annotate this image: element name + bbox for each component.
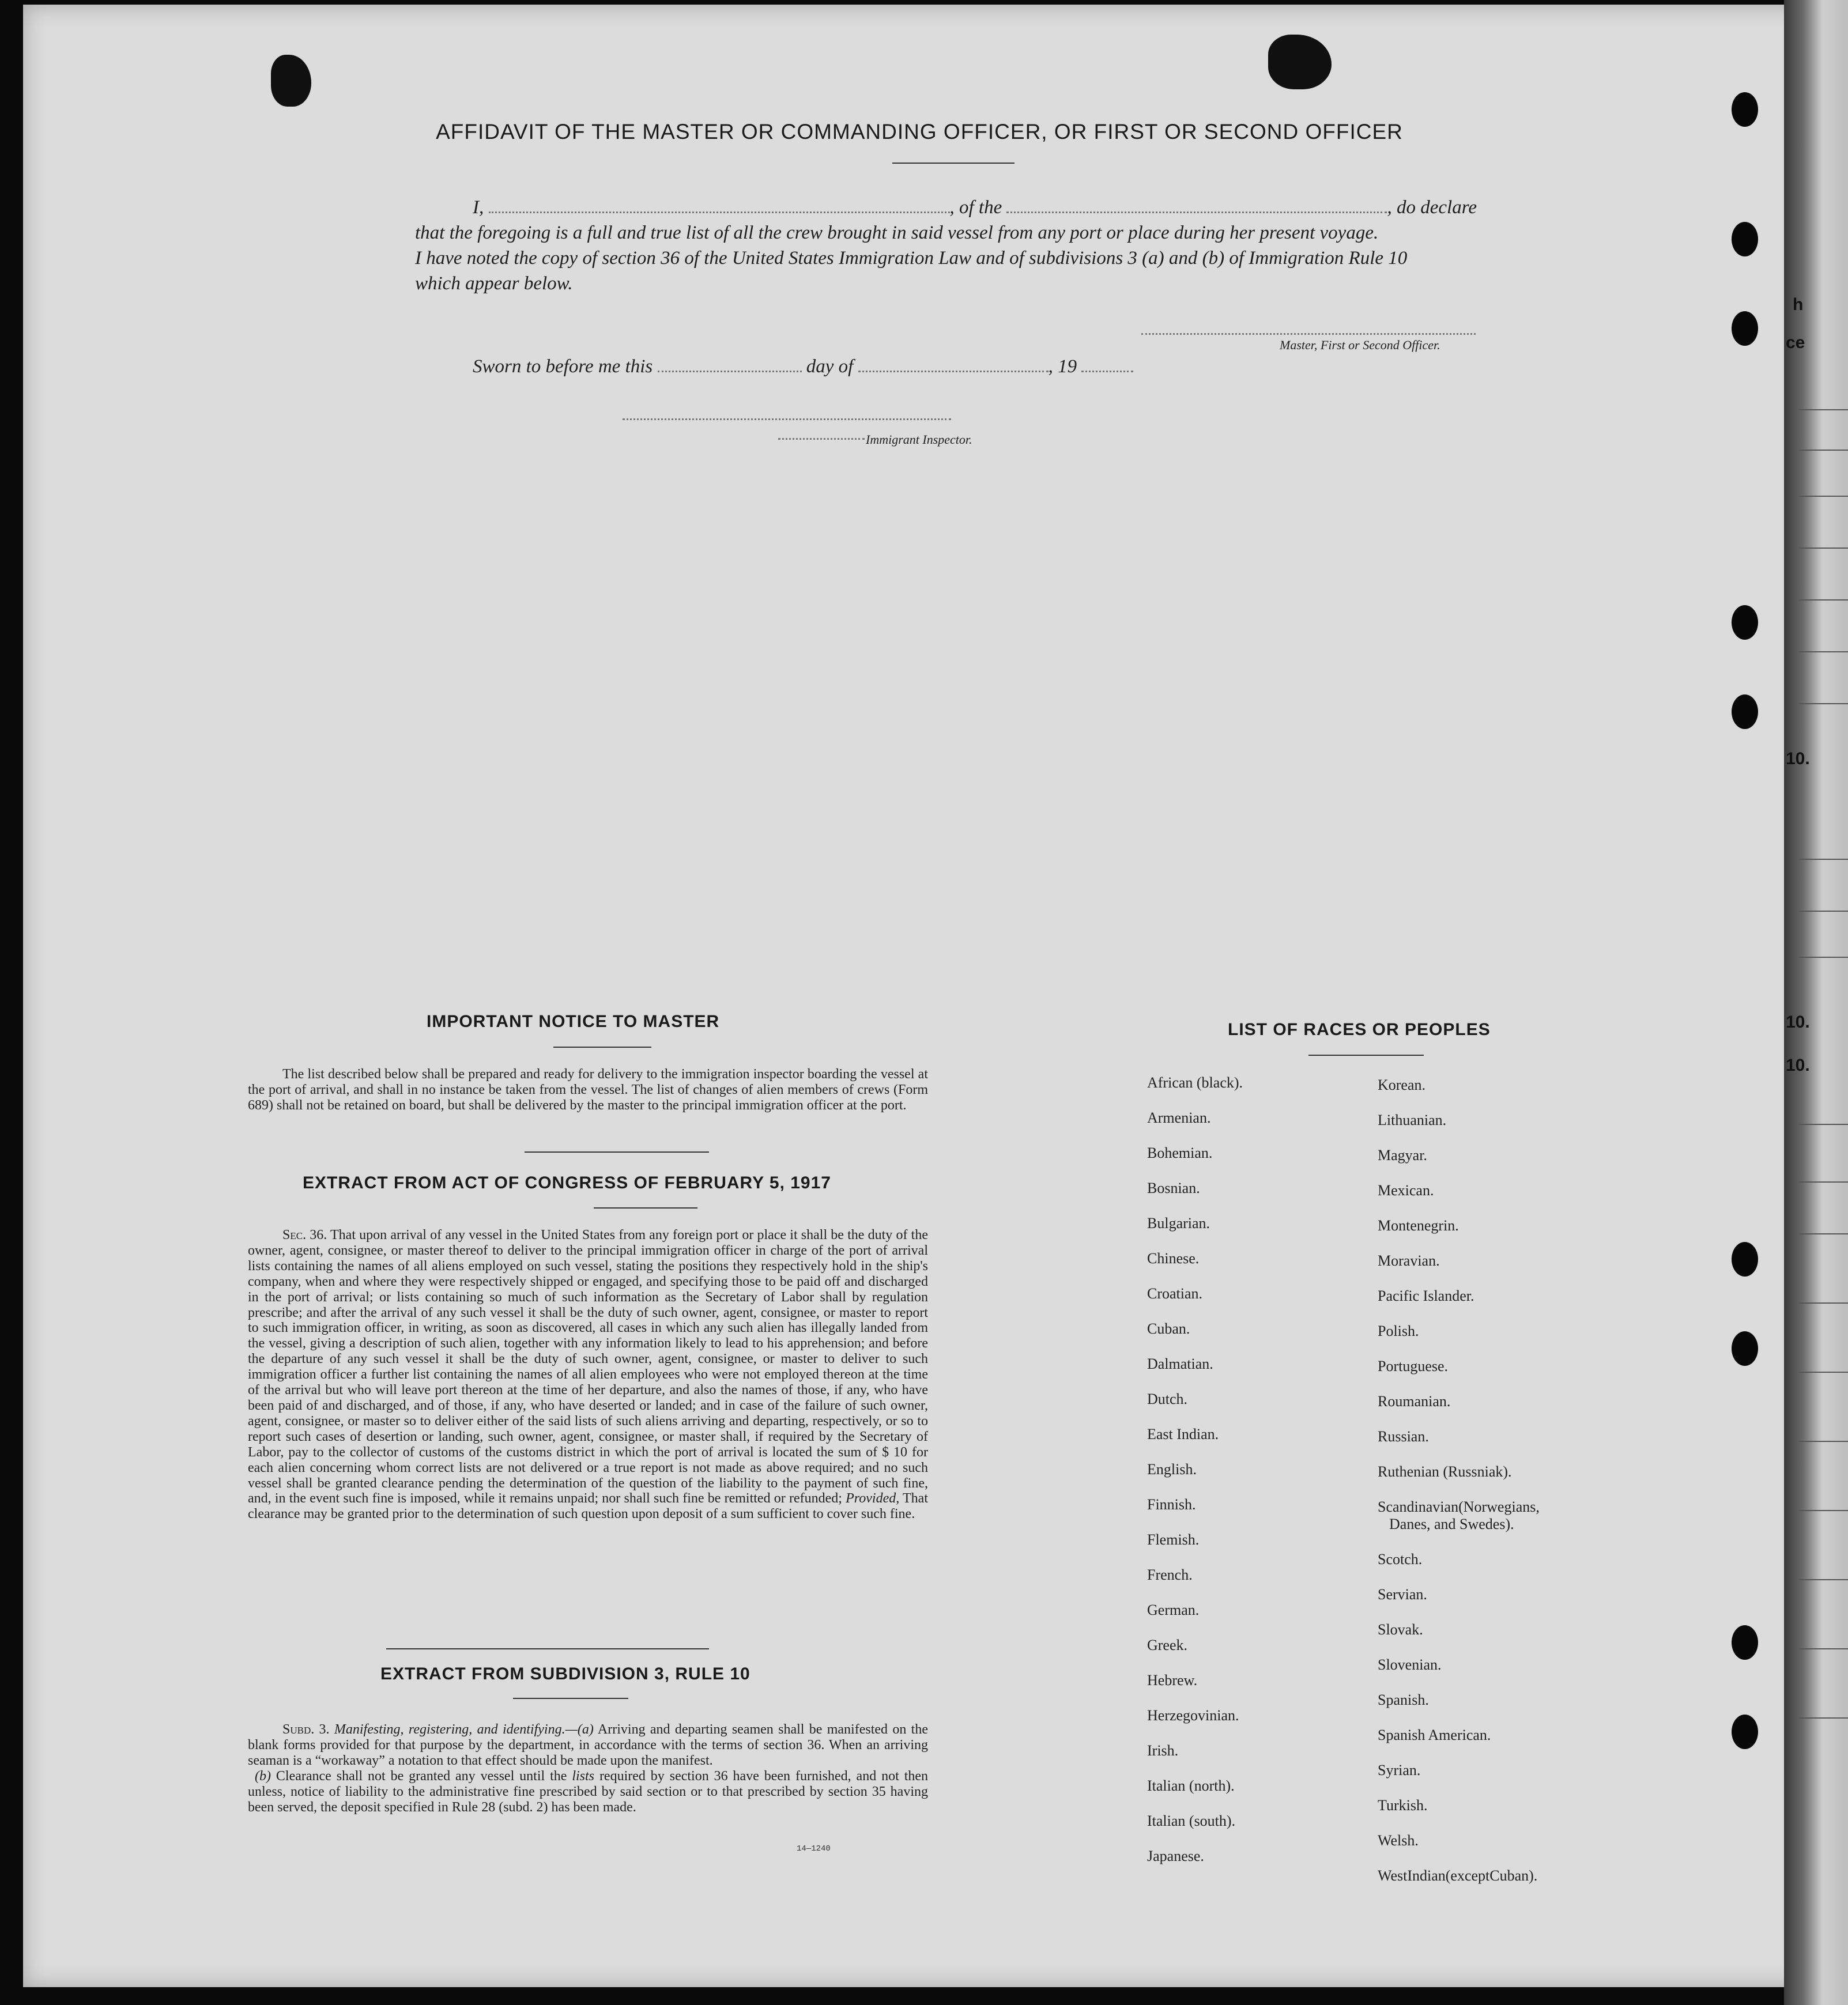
- decl-line-4: which appear below.: [415, 273, 573, 294]
- decl-line-2: that the foregoing is a full and true list of all the crew brought in said vessel from any port or place during her present voyage.: [415, 222, 1379, 243]
- subd-heading: Manifesting, registering, and identifying.—(a): [334, 1722, 594, 1737]
- edge-rule: [1798, 1302, 1848, 1304]
- edge-rule: [1798, 599, 1848, 601]
- race-item: Roumanian.: [1378, 1393, 1451, 1410]
- master-caption: Master, First or Second Officer.: [1280, 338, 1440, 352]
- race-item: Ruthenian (Russniak).: [1378, 1463, 1512, 1480]
- races-title: LIST OF RACES OR PEOPLES: [1228, 1020, 1491, 1039]
- rule10-title: EXTRACT FROM SUBDIVISION 3, RULE 10: [380, 1664, 750, 1683]
- inspector-caption: Immigrant Inspector.: [866, 432, 972, 447]
- year-blank: [1081, 371, 1133, 372]
- race-item: Cuban.: [1147, 1320, 1190, 1337]
- race-item: Spanish.: [1378, 1691, 1429, 1708]
- edge-rule: [1798, 1181, 1848, 1183]
- inspector-dots: [778, 438, 865, 440]
- divider: [594, 1207, 697, 1209]
- race-item: Dutch.: [1147, 1391, 1188, 1407]
- rule10-text-b2: required by section 36 have been furnished, and not then unless, notice of liability to the administrative fine prescribed by said section or to that prescribed by section 35 having been served, the deposit specified in Rule 28 (subd. 2) has been made.: [248, 1768, 929, 1815]
- race-item: Welsh.: [1378, 1832, 1419, 1849]
- race-item: Polish.: [1378, 1323, 1419, 1339]
- race-item: Bosnian.: [1147, 1180, 1200, 1196]
- edge-fragment: 10.: [1786, 1013, 1810, 1032]
- edge-rule: [1798, 450, 1848, 451]
- edge-rule: [1798, 1372, 1848, 1373]
- edge-rule: [1798, 496, 1848, 497]
- race-item: Turkish.: [1378, 1797, 1428, 1814]
- edge-rule: [1798, 1648, 1848, 1649]
- notice-title: IMPORTANT NOTICE TO MASTER: [427, 1012, 720, 1031]
- divider: [386, 1648, 709, 1649]
- race-item: Syrian.: [1378, 1762, 1421, 1779]
- race-item: English.: [1147, 1461, 1197, 1478]
- race-item: Bulgarian.: [1147, 1215, 1210, 1232]
- edge-fragment: 10.: [1786, 749, 1810, 768]
- provided-word: Provided,: [846, 1491, 900, 1506]
- edge-rule: [1798, 1579, 1848, 1580]
- inspector-signature-line: [623, 418, 951, 420]
- punch-hole: [1732, 605, 1758, 640]
- race-item: Spanish American.: [1378, 1727, 1491, 1743]
- rule10-text: [248, 1722, 928, 1815]
- race-item: Slovenian.: [1378, 1656, 1442, 1673]
- punch-hole: [1732, 1715, 1758, 1749]
- day-blank: [658, 371, 802, 372]
- race-item: Italian (north).: [1147, 1777, 1235, 1794]
- document-page: [23, 5, 1816, 1987]
- sec-label: Sec. 36.: [282, 1228, 327, 1243]
- race-item: French.: [1147, 1566, 1193, 1583]
- act-text-b: That clearance may be granted prior to the determination of such question upon deposit of a sum sufficient to cover such fine.: [248, 1491, 928, 1522]
- punch-hole: [1732, 1242, 1758, 1277]
- race-item: Herzegovinian.: [1147, 1707, 1239, 1724]
- decl-of-the: , of the: [949, 197, 1002, 218]
- race-item: Pacific Islander.: [1378, 1287, 1474, 1304]
- race-item: Armenian.: [1147, 1109, 1211, 1126]
- year-prefix: , 19: [1048, 356, 1077, 377]
- act-text: [248, 1228, 928, 1522]
- month-blank: [858, 371, 1049, 372]
- race-item: Italian (south).: [1147, 1813, 1236, 1829]
- edge-rule: [1798, 1124, 1848, 1125]
- race-item: Moravian.: [1378, 1252, 1440, 1269]
- race-item: Croatian.: [1147, 1285, 1203, 1302]
- lists-word: lists: [572, 1768, 595, 1784]
- decl-do-declare: , do declare: [1387, 197, 1477, 218]
- race-item: Mexican.: [1378, 1182, 1434, 1199]
- form-number: 14—1240: [797, 1844, 831, 1853]
- race-item: East Indian.: [1147, 1426, 1219, 1443]
- race-item: Lithuanian.: [1378, 1112, 1447, 1128]
- race-item: Flemish.: [1147, 1531, 1200, 1548]
- punch-hole: [1732, 1625, 1758, 1660]
- edge-rule: [1798, 1233, 1848, 1234]
- divider: [513, 1698, 628, 1699]
- affidavit-title: AFFIDAVIT OF THE MASTER OR COMMANDING OFFICER, OR FIRST OR SECOND OFFICER: [436, 120, 1403, 144]
- edge-rule: [1798, 703, 1848, 704]
- day-of-text: day of: [806, 356, 854, 377]
- edge-rule: [1798, 911, 1848, 912]
- edge-rule: [1798, 651, 1848, 652]
- race-item: Korean.: [1378, 1077, 1426, 1093]
- edge-rule: [1798, 409, 1848, 410]
- race-item: Magyar.: [1378, 1147, 1427, 1164]
- vessel-name-blank: [1006, 212, 1387, 213]
- rule10-text-a: Arriving and departing seamen shall be manifested on the blank forms provided for that purpose by the department, in accordance with the terms of section 36. When an arriving seaman is a “workaway” a notation to that effect should be made upon the manifest.: [248, 1722, 928, 1768]
- punch-hole: [1732, 92, 1758, 127]
- race-item: Scotch.: [1378, 1551, 1423, 1568]
- race-item: Dalmatian.: [1147, 1355, 1213, 1372]
- notice-text: The list described below shall be prepared and ready for delivery to the immigration inspector boarding the vessel at the port of arrival, and shall in no instance be taken from the vessel. The list of changes of alien members of crews (Form 689) shall not be retained on board, but shall be delivered by the master to the principal immigration officer at the port.: [248, 1067, 928, 1113]
- decl-i: I,: [473, 197, 484, 218]
- race-item: Bohemian.: [1147, 1145, 1213, 1161]
- edge-rule: [1798, 1510, 1848, 1511]
- edge-rule: [1798, 957, 1848, 958]
- race-item: Montenegrin.: [1378, 1217, 1459, 1234]
- edge-rule: [1798, 1717, 1848, 1719]
- b-label: (b): [255, 1768, 271, 1784]
- divider: [1308, 1055, 1424, 1056]
- act-text-a: That upon arrival of any vessel in the United States from any foreign port or place it shall be the duty of the owner, agent, consignee, or master thereof to deliver to the principal immigration officer in charge of the port of arrival lists containing the names of all aliens employed on such vessel, stating the positions they respectively hold in the ship's company, when and where they were respectively shipped or engaged, and specifying those to be paid off and discharged in the port of arrival; or lists containing so much of such information as the Secretary of Labor shall by regulation prescribe; and after the arrival of any such vessel it shall be the duty of such owner, agent, consignee, or master to report to such immigration officer, in writing, as soon as discovered, all cases in which any such alien has illegally landed from the vessel, giving a description of such alien, together with any information likely to lead to his apprehension; and before the departure of any such vessel it shall be the duty of such owner, agent, consignee, or master to deliver to such immigration officer a further list containing the names of all alien employees who were not employed thereon at the time of the arrival but who will leave port thereon at the time of her departure, and also the names of those, if any, who have been paid of and discharged, and of those, if any, who have deserted or landed; and in case of the failure of such owner, agent, consignee, or master so to deliver either of the said lists of such aliens arriving and departing, respectively, or so to report such cases of desertion or landing, such owner, agent, consignee, or master shall, if required by the Secretary of Labor, pay to the collector of customs of the customs district in which the port of arrival is located the sum of $ 10 for each alien concerning whom correct lists are not delivered or a true report is not made as above required; and no such vessel shall be granted clearance pending the determination of the question of the liability to the payment of such fine, and, in the event such fine is imposed, while it remains unpaid; nor shall such fine be remitted or refunded;: [248, 1228, 928, 1506]
- race-item: Greek.: [1147, 1637, 1188, 1653]
- divider: [892, 163, 1014, 164]
- edge-fragment: ce: [1786, 333, 1805, 352]
- sworn-line: [473, 356, 1133, 377]
- race-item: Chinese.: [1147, 1250, 1200, 1267]
- punch-hole: [1732, 222, 1758, 256]
- race-item: Scandinavian(Norwegians,: [1378, 1498, 1540, 1515]
- race-item: Hebrew.: [1147, 1672, 1198, 1689]
- race-item: Servian.: [1378, 1586, 1427, 1603]
- edge-fragment: h: [1793, 295, 1804, 314]
- race-item: Portuguese.: [1378, 1358, 1449, 1375]
- race-item: Slovak.: [1378, 1621, 1423, 1638]
- race-item: German.: [1147, 1602, 1200, 1618]
- declaration-text: [415, 195, 1499, 296]
- race-item: Irish.: [1147, 1742, 1179, 1759]
- rule10-text-b1: Clearance shall not be granted any vessel until the: [276, 1768, 567, 1784]
- edge-rule: [1798, 547, 1848, 549]
- race-item: Danes, and Swedes).: [1389, 1516, 1514, 1532]
- decl-line-3: I have noted the copy of section 36 of the United States Immigration Law and of subdivisions 3 (a) and (b) of Immigration Rule 10: [415, 248, 1408, 269]
- subd-label: Subd. 3.: [282, 1722, 330, 1737]
- edge-fragment: 10.: [1786, 1056, 1810, 1075]
- master-name-blank: [489, 212, 950, 213]
- punch-hole: [1732, 1331, 1758, 1366]
- race-item: African (black).: [1147, 1074, 1243, 1091]
- divider: [525, 1151, 709, 1153]
- punch-hole: [1732, 694, 1758, 729]
- race-item: WestIndian(exceptCuban).: [1378, 1867, 1538, 1884]
- sworn-text: Sworn to before me this: [473, 356, 653, 377]
- race-item: Finnish.: [1147, 1496, 1196, 1513]
- race-item: Russian.: [1378, 1428, 1429, 1445]
- act-title: EXTRACT FROM ACT OF CONGRESS OF FEBRUARY 5, 1917: [303, 1173, 831, 1192]
- punch-hole: [1732, 311, 1758, 346]
- edge-rule: [1798, 1441, 1848, 1442]
- edge-rule: [1798, 859, 1848, 860]
- race-item: Japanese.: [1147, 1848, 1204, 1864]
- master-signature-line: [1141, 333, 1476, 335]
- divider: [553, 1047, 651, 1048]
